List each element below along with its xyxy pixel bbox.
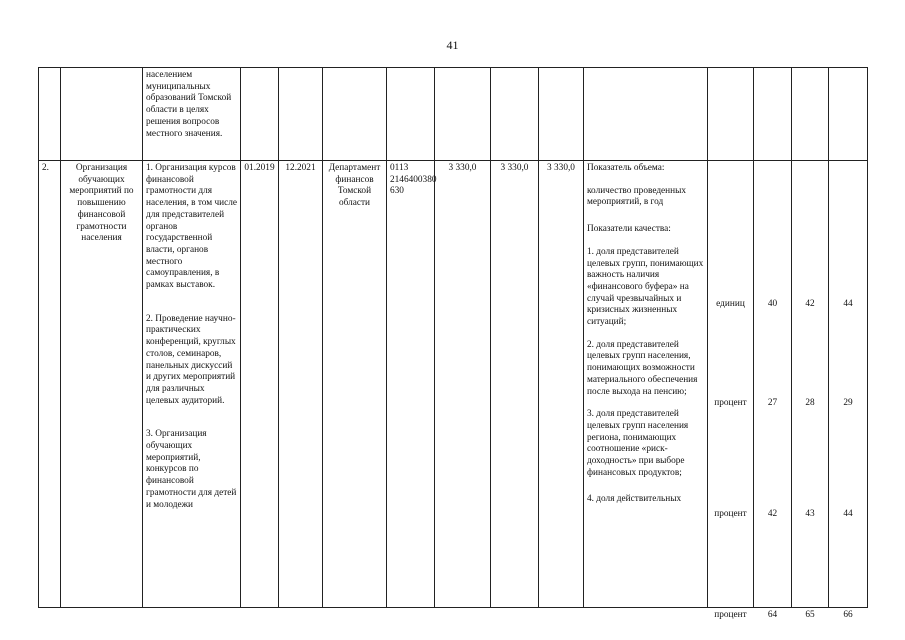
value-2019-2: 27	[767, 398, 778, 408]
value-2021-1: 44	[843, 299, 853, 309]
value-2021-3: 44	[843, 509, 853, 519]
value-2021-4: 66	[843, 610, 853, 620]
sum-3: 3 330,0	[539, 161, 584, 608]
value-2020-1: 42	[805, 299, 815, 309]
unit-1: единиц	[716, 299, 745, 309]
quality-indicator-3: 3. доля представителей целевых групп населения региона, понимающих соотношение «риск-доходность» при выборе финансовых продуктов;	[587, 409, 689, 478]
budget-code: 0113 2146400380 630	[387, 161, 435, 608]
activity-2: 2. Проведение научно-практических конференций, круглых столов, семинаров, панельных дискуссий и других мероприятий для различных целевых аудиторий.	[146, 313, 236, 406]
activity-continuation: населением муниципальных образований Томской области в целях решения вопросов местного значения.	[143, 68, 241, 161]
value-2021-2: 29	[843, 398, 853, 408]
executor-cell: Департамент финансов Томской области	[323, 161, 387, 608]
activity-3: 3. Организация обучающих мероприятий, конкурсов по финансовой грамотности для детей и молодежи	[146, 429, 237, 510]
page-number: 41	[446, 38, 459, 52]
unit-2: процент	[714, 398, 747, 408]
sum-1: 3 330,0	[435, 161, 491, 608]
value-2020-4: 65	[805, 610, 815, 620]
value-2019-1: 40	[767, 299, 778, 309]
continuation-row	[39, 68, 868, 161]
values-2021-cell	[829, 161, 868, 620]
program-table	[38, 67, 868, 620]
activities-cell	[143, 161, 241, 608]
quality-indicator-1: 1. доля представителей целевых групп, понимающих важность наличия «финансового буфера» на случай чрезвычайных и кризисных жизненных ситуаций;	[587, 246, 704, 328]
volume-indicator: количество проведенных мероприятий, в год	[587, 185, 687, 208]
sum-2: 3 330,0	[491, 161, 539, 608]
units-cell	[708, 161, 754, 620]
value-2020-2: 28	[805, 398, 815, 408]
values-2020-cell	[792, 161, 829, 620]
start-date: 01.2019	[241, 161, 279, 608]
quality-indicator-2: 2. доля представителей целевых групп населения, понимающих возможности материального обеспечения после выхода на пенсию;	[587, 339, 698, 397]
value-2020-3: 43	[805, 509, 815, 519]
value-2019-3: 42	[767, 509, 778, 519]
unit-3: процент	[714, 509, 747, 519]
indicators-cell	[584, 161, 708, 608]
volume-header: Показатель объема:	[587, 163, 665, 173]
unit-4: процент	[714, 610, 747, 620]
values-2019-cell	[754, 161, 792, 620]
end-date: 12.2021	[279, 161, 323, 608]
activity-1: 1. Организация курсов финансовой грамотности для населения, в том числе для представителей органов государственной власти, органов местного самоуправления, в рамках выставок.	[146, 163, 237, 291]
value-2019-4: 64	[767, 610, 778, 620]
quality-indicator-4: 4. доля действительных	[587, 494, 682, 505]
quality-header: Показатели качества:	[587, 224, 671, 235]
table-row	[39, 161, 868, 608]
task-cell: Организация обучающих мероприятий по повышению финансовой грамотности населения	[61, 161, 143, 608]
row-number: 2.	[39, 161, 61, 608]
